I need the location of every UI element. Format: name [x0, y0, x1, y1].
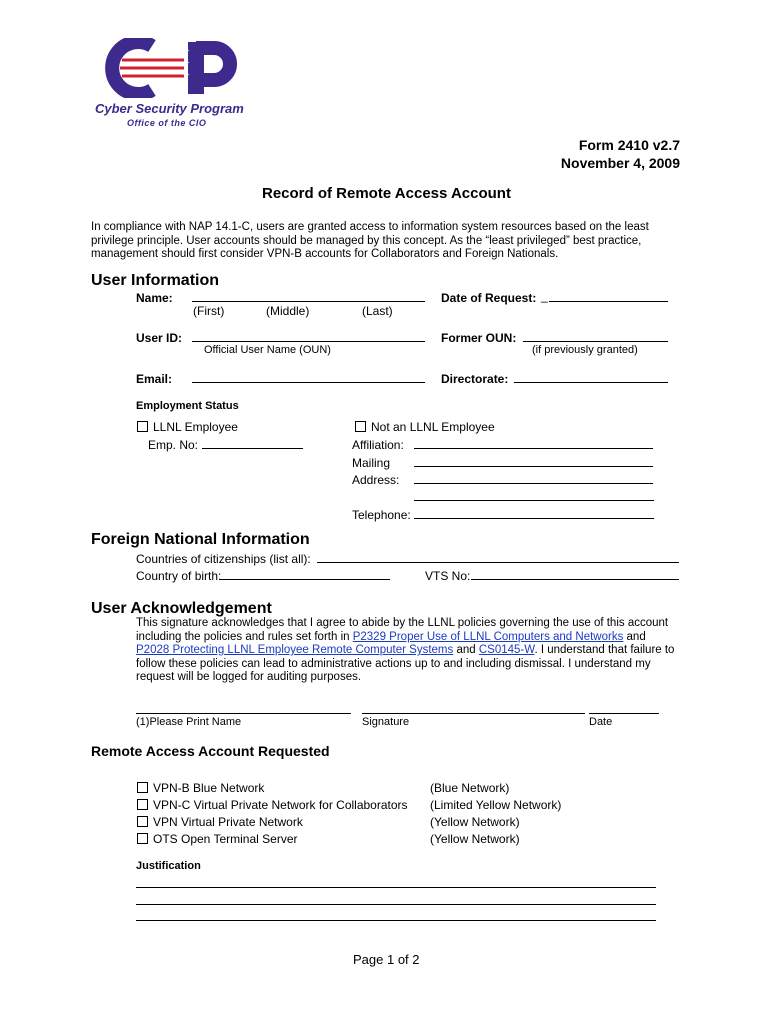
logo	[92, 38, 252, 133]
justification-label: Justification	[136, 860, 201, 872]
directorate-label: Directorate:	[441, 372, 509, 386]
svg-text:★: ★	[182, 47, 191, 57]
mailing-input[interactable]	[414, 466, 653, 467]
justification-input-1[interactable]	[136, 887, 656, 888]
page-number: Page 1 of 2	[353, 952, 420, 967]
date-request-prefix: _	[541, 289, 548, 303]
svg-text:★: ★	[182, 71, 191, 81]
not-llnl-checkbox[interactable]	[355, 421, 366, 432]
date-input[interactable]	[589, 713, 659, 714]
email-input[interactable]	[192, 382, 425, 383]
vpn-network: (Yellow Network)	[430, 815, 520, 829]
birth-label: Country of birth:	[136, 569, 222, 583]
logo-program: Cyber Security Program	[95, 101, 244, 116]
date-request-label: Date of Request:	[441, 291, 537, 305]
directorate-input[interactable]	[514, 382, 668, 383]
birth-input[interactable]	[219, 579, 390, 580]
ots-option[interactable]	[137, 832, 298, 846]
llnl-employee-checkbox[interactable]	[137, 421, 148, 432]
remote-heading: Remote Access Account Requested	[91, 743, 330, 759]
oun-hint: Official User Name (OUN)	[204, 344, 331, 356]
ots-network: (Yellow Network)	[430, 832, 520, 846]
ack-text-4: . I understand that failure to follow these policies can lead to administrative actions up to and including dismissal. I understand my request will be logged for auditing purposes.	[136, 644, 675, 683]
mailing-label: Mailing	[352, 456, 391, 470]
page-title: Record of Remote Access Account	[262, 185, 511, 202]
address-input[interactable]	[414, 483, 653, 484]
date-label: Date	[589, 716, 613, 728]
former-oun-input[interactable]	[523, 341, 668, 342]
first-hint: (First)	[193, 304, 225, 318]
name-input[interactable]	[192, 301, 425, 302]
former-oun-label: Former OUN:	[441, 331, 517, 345]
link-p2329[interactable]: P2329 Proper Use of LLNL Computers and Networks	[352, 630, 624, 643]
vpn-c-checkbox[interactable]	[137, 799, 148, 810]
vts-label: VTS No:	[425, 569, 471, 583]
ack-text-1: This signature acknowledges that I agree to abide by the LLNL policies governing the use of this account including the policies and rules set forth in	[136, 617, 669, 643]
countries-label: Countries of citizenships (list all):	[136, 552, 311, 566]
countries-input[interactable]	[317, 562, 679, 563]
ots-label: OTS Open Terminal Server	[153, 832, 298, 846]
userid-input[interactable]	[192, 341, 425, 342]
signature-input[interactable]	[362, 713, 585, 714]
emp-no-label: Emp. No:	[148, 438, 199, 452]
address-label: Address:	[352, 473, 400, 487]
affiliation-label: Affiliation:	[352, 438, 404, 452]
form-number: Form 2410 v2.7	[578, 137, 680, 153]
vpn-b-label: VPN-B Blue Network	[153, 781, 265, 795]
user-info-heading: User Information	[91, 272, 220, 289]
csp-logo-graphic	[92, 38, 252, 98]
print-name-label: (1)Please Print Name	[136, 716, 242, 728]
telephone-label: Telephone:	[352, 508, 411, 522]
vpn-b-network: (Blue Network)	[430, 781, 510, 795]
last-hint: (Last)	[362, 304, 393, 318]
vpn-c-network: (Limited Yellow Network)	[430, 798, 562, 812]
middle-hint: (Middle)	[266, 304, 310, 318]
ots-checkbox[interactable]	[137, 833, 148, 844]
form-date: November 4, 2009	[560, 155, 680, 171]
llnl-employee-label: LLNL Employee	[153, 420, 238, 434]
not-llnl-label: Not an LLNL Employee	[371, 420, 495, 434]
foreign-heading: Foreign National Information	[91, 531, 310, 548]
ack-text-3: and	[453, 644, 479, 656]
email-label: Email:	[136, 372, 173, 386]
link-cs0145[interactable]: CS0145-W	[478, 644, 535, 656]
vpn-c-label: VPN-C Virtual Private Network for Collaborators	[153, 798, 408, 812]
link-p2028[interactable]: P2028 Protecting LLNL Employee Remote Computer Systems	[136, 644, 454, 656]
vpn-option[interactable]	[137, 815, 303, 829]
print-name-input[interactable]	[136, 713, 351, 714]
date-request-input[interactable]	[549, 301, 668, 302]
address-input-2[interactable]	[414, 500, 654, 501]
userid-label: User ID:	[136, 331, 183, 345]
vpn-c-option[interactable]	[137, 798, 408, 812]
employment-status-label: Employment Status	[136, 400, 239, 412]
telephone-input[interactable]	[414, 518, 654, 519]
logo-office: Office of the CIO	[127, 118, 207, 128]
not-llnl-option[interactable]	[355, 420, 495, 434]
vts-input[interactable]	[471, 579, 679, 580]
vpn-label: VPN Virtual Private Network	[153, 815, 303, 829]
justification-input-2[interactable]	[136, 904, 656, 905]
signature-label: Signature	[362, 716, 410, 728]
emp-no-input[interactable]	[202, 448, 303, 449]
affiliation-input[interactable]	[414, 448, 653, 449]
intro-text: In compliance with NAP 14.1-C, users are granted access to information system resources based on the least privilege principle. User accounts should be managed by this concept. As the “least privileged” best practice, management should first consider VPN-B accounts for Collaborators and Foreign Nationals.	[91, 221, 649, 260]
vpn-b-option[interactable]	[137, 781, 264, 795]
vpn-checkbox[interactable]	[137, 816, 148, 827]
vpn-b-checkbox[interactable]	[137, 782, 148, 793]
ack-text	[136, 617, 681, 685]
ack-text-2: and	[623, 630, 646, 643]
former-oun-hint: (if previously granted)	[532, 344, 638, 356]
llnl-employee-option[interactable]	[137, 420, 238, 434]
svg-text:★: ★	[182, 59, 191, 69]
justification-input-3[interactable]	[136, 920, 656, 921]
name-label: Name:	[136, 291, 173, 305]
ack-heading: User Acknowledgement	[91, 600, 272, 617]
